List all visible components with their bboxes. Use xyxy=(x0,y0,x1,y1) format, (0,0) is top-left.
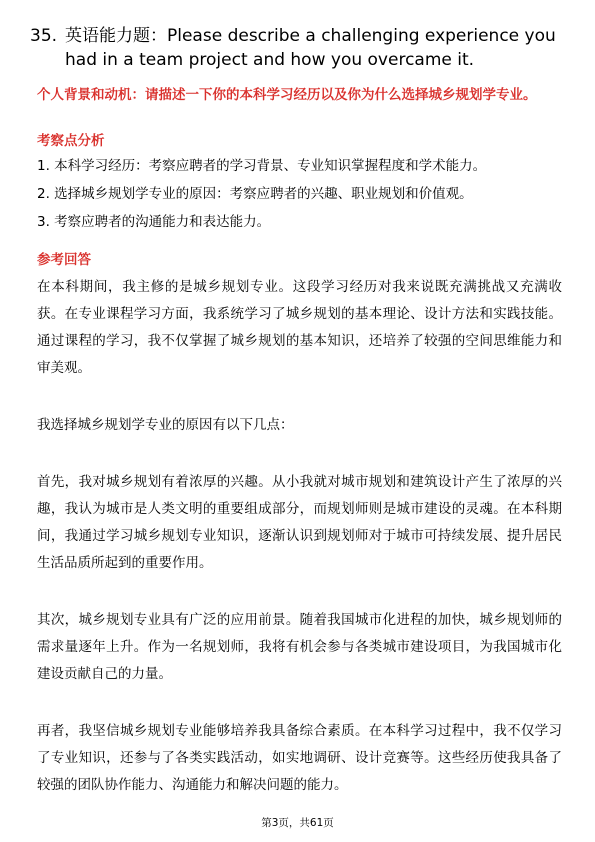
question-number: 35. xyxy=(30,26,58,46)
analysis-heading: 考察点分析 xyxy=(37,133,105,149)
question-text: 英语能力题：Please describe a challenging experience you had in a team project and how you overcame it. xyxy=(65,26,556,70)
answer-paragraph: 首先，我对城乡规划有着浓厚的兴趣。从小我就对城市规划和建筑设计产生了浓厚的兴趣，我认为城市是人类文明的重要组成部分，而规划师则是城市建设的灵魂。在本科期间，我通过学习城乡规划专业知识，逐渐认识到规划师对于城市可持续发展、提升居民生活品质所起到的重要作用。 xyxy=(37,474,562,571)
answer-paragraph: 我选择城乡规划学专业的原因有以下几点： xyxy=(37,417,294,433)
question-heading xyxy=(30,24,570,72)
page-footer: 第3页，共61页 xyxy=(261,817,334,829)
analysis-item: 2. 选择城乡规划学专业的原因：考察应聘者的兴趣、职业规划和价值观。 xyxy=(37,186,473,202)
analysis-list xyxy=(37,157,562,241)
answer-paragraph: 再者，我坚信城乡规划专业能够培养我具备综合素质。在本科学习过程中，我不仅学习了专业知识，还参与了各类实践活动，如实地调研、设计竞赛等。这些经历使我具备了较强的团队协作能力、沟通能力和解决问题的能力。 xyxy=(37,723,562,793)
section-heading: 个人背景和动机：请描述一下你的本科学习经历以及你为什么选择城乡规划学专业。 xyxy=(37,87,537,103)
answer-paragraph: 其次，城乡规划专业具有广泛的应用前景。随着我国城市化进程的加快，城乡规划师的需求量逐年上升。作为一名规划师，我将有机会参与各类城市建设项目，为我国城市化建设贡献自己的力量。 xyxy=(37,612,562,682)
analysis-item: 1. 本科学习经历：考察应聘者的学习背景、专业知识掌握程度和学术能力。 xyxy=(37,158,487,174)
analysis-item: 3. 考察应聘者的沟通能力和表达能力。 xyxy=(37,214,271,230)
answer-body xyxy=(37,274,562,829)
answer-paragraph: 在本科期间，我主修的是城乡规划专业。这段学习经历对我来说既充满挑战又充满收获。在专业课程学习方面，我系统学习了城乡规划的基本理论、设计方法和实践技能。通过课程的学习，我不仅掌握了城乡规划的基本知识，还培养了较强的空间思维能力和审美观。 xyxy=(37,279,562,376)
answer-heading: 参考回答 xyxy=(37,252,91,268)
